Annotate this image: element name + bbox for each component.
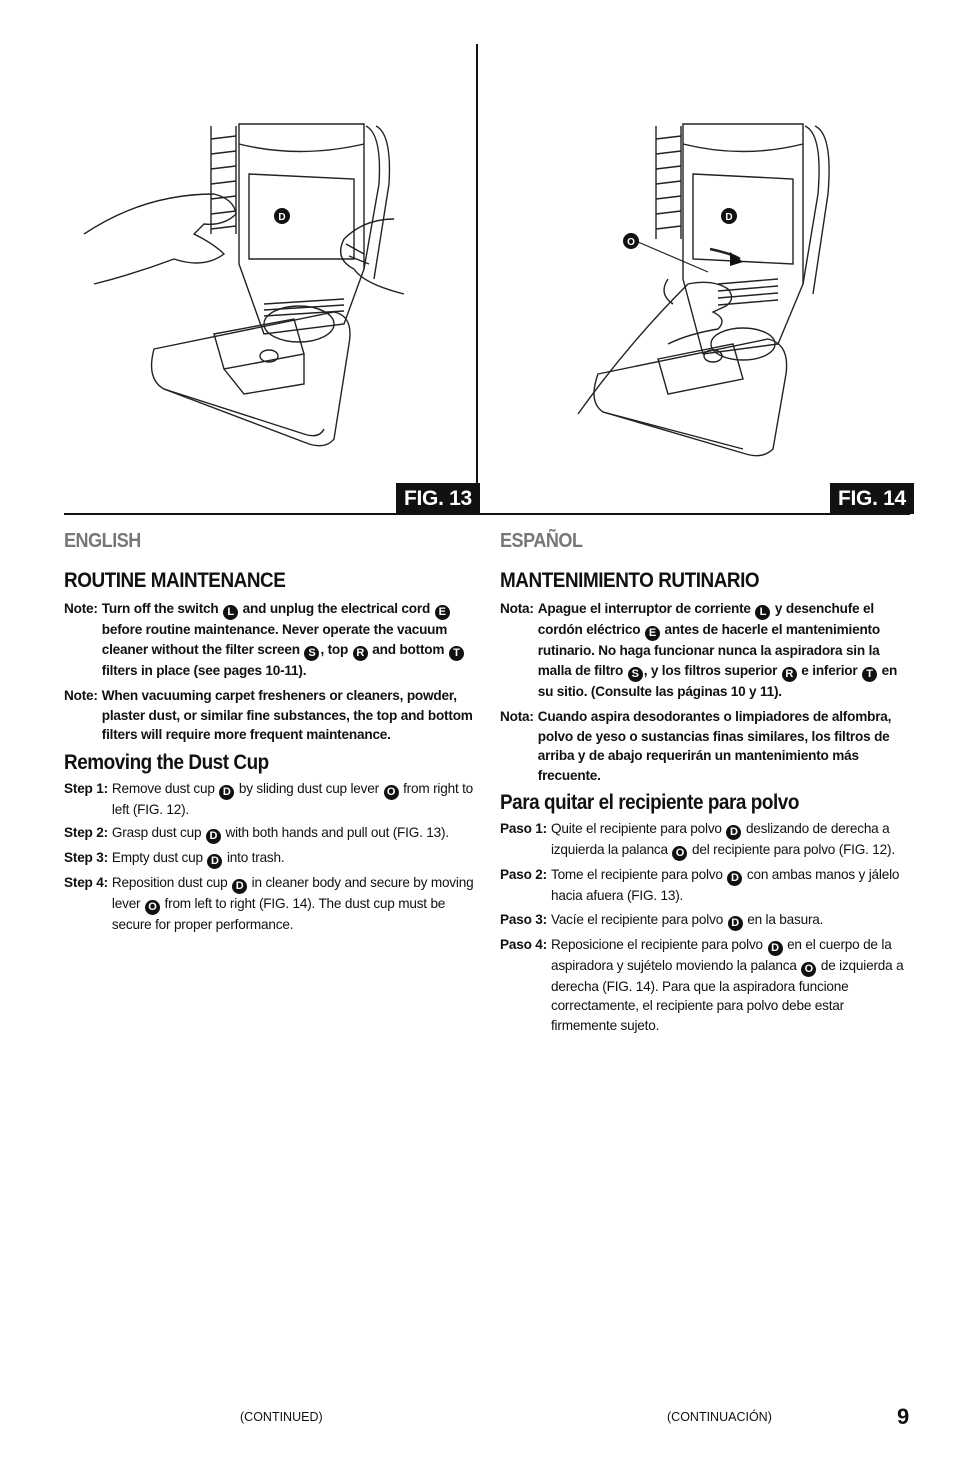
notes-list xyxy=(64,599,474,745)
step-item-label: Step 1: xyxy=(64,780,108,796)
language-heading: ESPAÑOL xyxy=(500,530,583,552)
step-item-label: Paso 1: xyxy=(500,821,547,836)
callout-badge-t: T xyxy=(449,646,464,661)
callout-badge-t: T xyxy=(862,667,877,682)
language-heading: ENGLISH xyxy=(64,530,141,552)
figure-13-illustration xyxy=(64,44,474,514)
figure-14-illustration xyxy=(478,44,910,514)
step-item-label: Step 4: xyxy=(64,875,108,890)
step-item-label: Paso 3: xyxy=(500,911,547,927)
subsection-title: Para quitar el recipiente para polvo xyxy=(500,791,799,814)
english-column xyxy=(64,530,474,939)
note-item-label: Nota: xyxy=(500,709,534,724)
steps-list xyxy=(64,779,474,935)
step-item-text: Remove dust cup D by sliding dust cup lever O from right to left (FIG. 12). xyxy=(111,780,474,817)
callout-badge-e: E xyxy=(435,605,450,620)
callout-badge-o: O xyxy=(145,900,160,915)
note-item xyxy=(64,686,474,745)
step-item xyxy=(500,819,910,861)
callout-badge-o: O xyxy=(801,962,816,977)
step-item-text: Vacíe el recipiente para polvo D en la basura. xyxy=(550,911,824,929)
horizontal-divider xyxy=(64,513,910,515)
note-item-label: Note: xyxy=(64,688,98,703)
vacuum-dust-cup-install-drawing xyxy=(478,44,910,514)
callout-badge-d: D xyxy=(219,785,234,800)
callout-d: D xyxy=(725,212,733,223)
note-item-text: Turn off the switch L and unplug the electrical cord E before routine maintenance. Never operate the vacuum cleaner without the filter screen S , top R and bottom T filters in place (see pages 10-11). xyxy=(102,599,474,680)
callout-badge-d: D xyxy=(206,829,221,844)
note-item-text: Apague el interruptor de corriente L y desenchufe el cordón eléctrico E antes de hacerle el mantenimiento rutinario. No haga funcionar nunca la aspiradora sin la malla de filtro S , y los filtros superior R e inferior T en su sitio. (Consulte las páginas 10 y 11). xyxy=(537,601,898,699)
note-item xyxy=(500,599,910,701)
notes-list xyxy=(500,599,910,785)
fig-13-label: FIG. 13 xyxy=(396,483,480,514)
step-item xyxy=(500,935,910,1036)
fig-14-label: FIG. 14 xyxy=(830,483,914,514)
callout-badge-o: O xyxy=(672,846,687,861)
callout-badge-o: O xyxy=(384,785,399,800)
step-item xyxy=(500,910,910,931)
note-item-label: Nota: xyxy=(500,601,534,616)
step-item-label: Step 3: xyxy=(64,850,108,865)
steps-list xyxy=(500,819,910,1035)
step-item xyxy=(64,779,474,820)
footer-continuacion: (CONTINUACIÓN) xyxy=(667,1410,772,1424)
callout-badge-l: L xyxy=(755,605,770,620)
step-item-text: Grasp dust cup D with both hands and pull out (FIG. 13). xyxy=(111,825,449,842)
callout-badge-d: D xyxy=(727,871,742,886)
step-item-text: Reposicione el recipiente para polvo D en el cuerpo de la aspiradora y sujételo moviendo la palanca O de izquierda a derecha (FIG. 14). Para que la aspiradora funcione correctamente, el recipiente para polvo debe estar firmemente sujeto. xyxy=(550,936,904,1033)
callout-badge-d: D xyxy=(726,825,741,840)
vacuum-dust-cup-removal-drawing xyxy=(64,44,474,514)
step-item-text: Empty dust cup D into trash. xyxy=(111,850,285,867)
callout-badge-d: D xyxy=(768,941,783,956)
note-item-label: Note: xyxy=(64,601,98,616)
step-item-label: Paso 4: xyxy=(500,936,547,952)
step-item-label: Paso 2: xyxy=(500,867,547,882)
callout-badge-r: R xyxy=(782,667,797,682)
note-item-text: When vacuuming carpet fresheners or cleaners, powder, plaster dust, or similar fine substances, the top and bottom filters will require more frequent maintenance. xyxy=(101,688,473,742)
callout-badge-l: L xyxy=(223,605,238,620)
note-item-text: Cuando aspira desodorantes o limpiadores de alfombra, polvo de yeso o sustancias finas similares, los filtros de arriba y de abajo requerirán un mantenimiento más frecuente. xyxy=(537,709,892,783)
callout-d: D xyxy=(278,212,286,223)
step-item-text: Quite el recipiente para polvo D deslizando de derecha a izquierda la palanca O del recipiente para polvo (FIG. 12). xyxy=(550,821,895,859)
callout-badge-r: R xyxy=(353,646,368,661)
callout-badge-s: S xyxy=(628,667,643,682)
callout-badge-d: D xyxy=(728,916,743,931)
vertical-divider xyxy=(476,44,478,514)
callout-badge-s: S xyxy=(304,646,319,661)
note-item xyxy=(500,707,910,785)
step-item xyxy=(64,848,474,869)
callout-badge-d: D xyxy=(207,854,222,869)
section-title: MANTENIMIENTO RUTINARIO xyxy=(500,569,760,592)
footer-continued: (CONTINUED) xyxy=(240,1410,323,1424)
step-item xyxy=(500,865,910,906)
step-item-text: Reposition dust cup D in cleaner body and secure by moving lever O from left to right (FIG. 14). The dust cup must be secure for proper performance. xyxy=(111,875,474,932)
spanish-column xyxy=(500,530,910,1039)
callout-badge-d: D xyxy=(232,879,247,894)
step-item-text: Tome el recipiente para polvo D con ambas manos y jálelo hacia afuera (FIG. 13). xyxy=(550,867,900,903)
step-item xyxy=(64,823,474,844)
callout-o: O xyxy=(627,237,635,248)
page-number: 9 xyxy=(897,1404,910,1429)
callout-badge-e: E xyxy=(645,626,660,641)
subsection-title: Removing the Dust Cup xyxy=(64,750,269,774)
step-item xyxy=(64,873,474,935)
note-item xyxy=(64,599,474,680)
section-title: ROUTINE MAINTENANCE xyxy=(64,569,286,592)
step-item-label: Step 2: xyxy=(64,825,108,840)
